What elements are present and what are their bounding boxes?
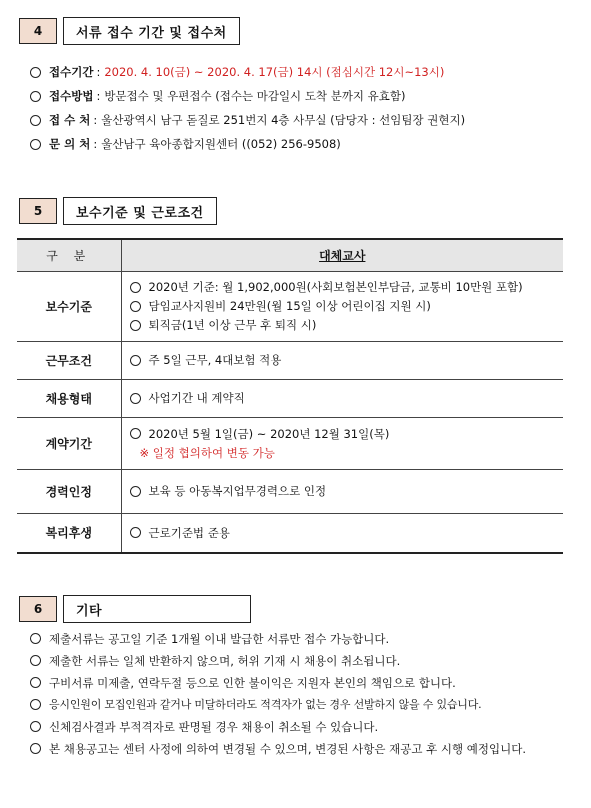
circle-bullet-icon [30, 721, 41, 732]
section-6-header [19, 595, 251, 623]
table-header-category: 구 분 [17, 239, 121, 271]
table-row [17, 341, 563, 379]
row-value [121, 341, 563, 379]
info-value: 울산광역시 남구 돋질로 251번지 4층 사무실 (담당자 : 선임팀장 권현지) [101, 113, 466, 127]
row-label: 복리후생 [17, 513, 121, 553]
list-item [30, 738, 580, 760]
notice-text: 제출서류는 공고일 기준 1개월 이내 발급한 서류만 접수 가능합니다. [49, 632, 390, 646]
circle-bullet-icon [130, 301, 141, 312]
section-6-title: 기타 [63, 595, 251, 623]
info-label: 접수기간 [49, 65, 94, 79]
application-info-list [30, 60, 570, 156]
table-row [17, 469, 563, 513]
list-item [30, 628, 580, 650]
circle-bullet-icon [130, 393, 141, 404]
circle-bullet-icon [30, 139, 41, 150]
circle-bullet-icon [30, 91, 41, 102]
circle-bullet-icon [30, 677, 41, 688]
row-value [121, 379, 563, 417]
list-item [30, 716, 580, 738]
section-4-header [19, 17, 240, 45]
row-line: 보육 등 아동복지업무경력으로 인정 [148, 484, 327, 498]
info-item-method: 접수방법 : 방문접수 및 우편접수 (접수는 마감일시 도착 분까지 유효함) [30, 84, 570, 108]
section-5-number: 5 [19, 198, 57, 224]
info-value: 2020. 4. 10(금) ~ 2020. 4. 17(금) 14시 (점심시간 12시~13시) [104, 65, 445, 79]
row-value [121, 417, 563, 469]
list-item [30, 650, 580, 672]
table-row [17, 271, 563, 341]
list-item [30, 694, 580, 716]
table-row [17, 513, 563, 553]
notice-text: 응시인원이 모집인원과 같거나 미달하더라도 적격자가 없는 경우 선발하지 않을 수 있습니다. [49, 698, 482, 711]
section-4-number: 4 [19, 18, 57, 44]
circle-bullet-icon [130, 486, 141, 497]
row-label: 채용형태 [17, 379, 121, 417]
notice-text: 본 채용공고는 센터 사정에 의하여 변경될 수 있으며, 변경된 사항은 재공고 후 시행 예정입니다. [49, 742, 526, 756]
info-item-contact: 문 의 처 : 울산남구 육아종합지원센터 ((052) 256-9508) [30, 132, 570, 156]
row-label: 보수기준 [17, 271, 121, 341]
list-item [30, 672, 580, 694]
notice-text: 제출한 서류는 일체 반환하지 않으며, 허위 기재 시 채용이 취소됩니다. [49, 654, 401, 668]
table-header-value-text: 대체교사 [319, 248, 366, 263]
circle-bullet-icon [30, 67, 41, 78]
info-item-period: 접수기간 : 2020. 4. 10(금) ~ 2020. 4. 17(금) 14시 (점심시간 12시~13시) [30, 60, 570, 84]
row-label: 경력인정 [17, 469, 121, 513]
row-value [121, 513, 563, 553]
table-row [17, 379, 563, 417]
info-value: 방문접수 및 우편접수 (접수는 마감일시 도착 분까지 유효함) [104, 89, 406, 103]
info-item-place: 접 수 처 : 울산광역시 남구 돋질로 251번지 4층 사무실 (담당자 : 선임팀장 권현지) [30, 108, 570, 132]
info-label: 접 수 처 [49, 113, 91, 127]
section-6-number: 6 [19, 596, 57, 622]
circle-bullet-icon [30, 699, 41, 710]
table-header-substitute-teacher [121, 239, 563, 271]
row-label: 계약기간 [17, 417, 121, 469]
row-line: 2020년 5월 1일(금) ~ 2020년 12월 31일(목) [148, 426, 390, 441]
row-line: 퇴직금(1년 이상 근무 후 퇴직 시) [148, 318, 317, 332]
notice-text: 구비서류 미제출, 연락두절 등으로 인한 불이익은 지원자 본인의 책임으로 합니다. [49, 676, 456, 690]
row-line: 사업기간 내 계약직 [148, 391, 245, 405]
notice-text: 신체검사결과 부적격자로 판명될 경우 채용이 취소될 수 있습니다. [49, 720, 379, 734]
section-4-title: 서류 접수 기간 및 접수처 [63, 17, 240, 45]
circle-bullet-icon [130, 282, 141, 293]
section-5-title: 보수기준 및 근로조건 [63, 197, 217, 225]
row-value [121, 271, 563, 341]
table-header-row [17, 239, 563, 271]
circle-bullet-icon [130, 320, 141, 331]
section-5-header [19, 197, 217, 225]
circle-bullet-icon [30, 633, 41, 644]
circle-bullet-icon [130, 428, 141, 439]
circle-bullet-icon [130, 355, 141, 366]
conditions-table [17, 238, 563, 554]
table-row [17, 417, 563, 469]
info-label: 접수방법 [49, 89, 94, 103]
row-line: 2020년 기준: 월 1,902,000원(사회보험본인부담금, 교통비 10만원 포함) [148, 280, 523, 294]
row-note: ※ 일정 협의하여 변동 가능 [139, 445, 275, 460]
circle-bullet-icon [30, 115, 41, 126]
circle-bullet-icon [130, 527, 141, 538]
circle-bullet-icon [30, 743, 41, 754]
row-line: 담임교사지원비 24만원(월 15일 이상 어린이집 지원 시) [148, 299, 431, 313]
etc-notice-list [30, 628, 580, 760]
row-line: 주 5일 근무, 4대보험 적용 [148, 353, 282, 367]
row-label: 근무조건 [17, 341, 121, 379]
row-line: 근로기준법 준용 [148, 525, 230, 540]
row-value [121, 469, 563, 513]
info-value: 울산남구 육아종합지원센터 ((052) 256-9508) [101, 137, 341, 151]
circle-bullet-icon [30, 655, 41, 666]
info-label: 문 의 처 [49, 137, 91, 151]
